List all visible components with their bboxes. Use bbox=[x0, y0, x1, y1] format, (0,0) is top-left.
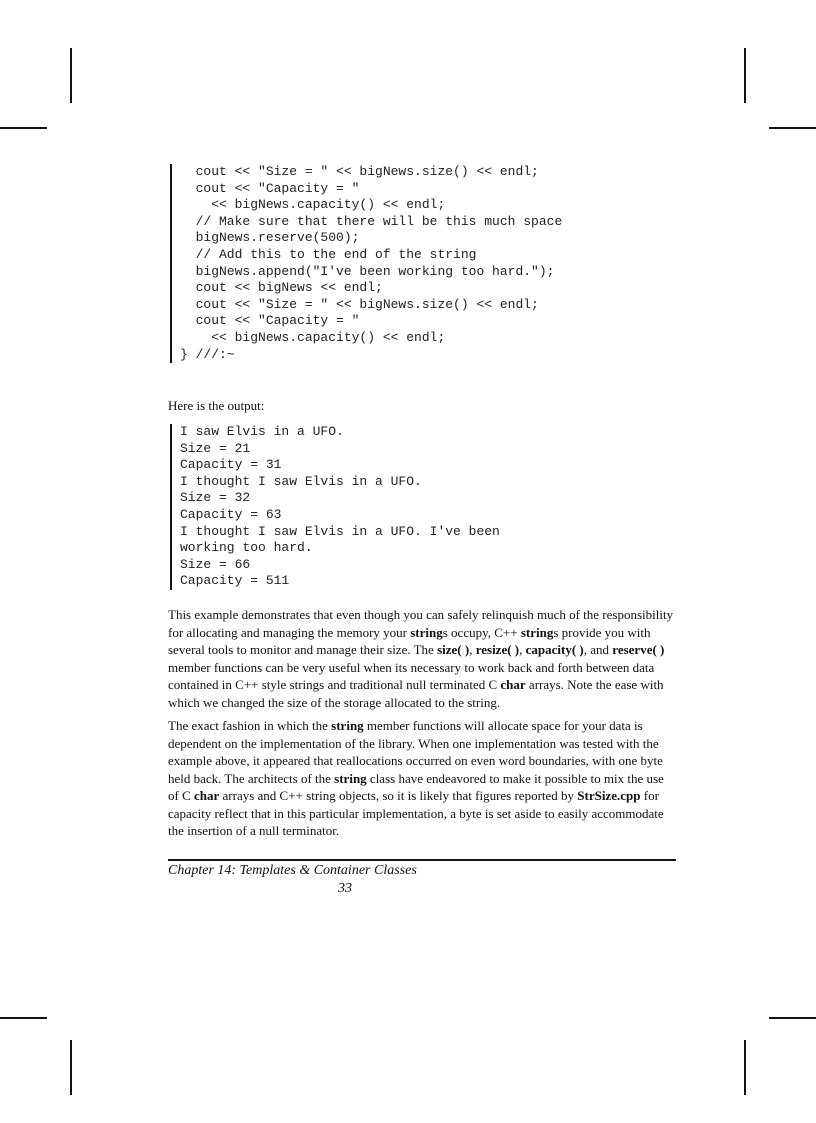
footer-chapter-title: Chapter 14: Templates & Container Classes bbox=[168, 863, 417, 878]
term-strsize-cpp: StrSize.cpp bbox=[577, 788, 641, 803]
term-reserve: reserve( ) bbox=[612, 642, 665, 657]
code-line: cout << bigNews << endl; bbox=[180, 280, 383, 296]
text-run: arrays and C++ string objects, so it is likely that figures reported by bbox=[219, 788, 578, 803]
output-intro: Here is the output: bbox=[168, 398, 265, 413]
crop-mark-top-right-horizontal bbox=[769, 127, 816, 129]
term-size: size( ) bbox=[437, 642, 470, 657]
output-line: Capacity = 511 bbox=[180, 573, 290, 589]
code-line: << bigNews.capacity() << endl; bbox=[180, 197, 446, 213]
output-line: Capacity = 31 bbox=[180, 457, 282, 473]
text-run: , bbox=[519, 642, 526, 657]
output-line: I thought I saw Elvis in a UFO. bbox=[180, 473, 422, 489]
code-line: << bigNews.capacity() << endl; bbox=[180, 329, 446, 345]
crop-mark-top-left-horizontal bbox=[0, 127, 47, 129]
page-number: 33 bbox=[338, 881, 352, 896]
output-line: I thought I saw Elvis in a UFO. I've been bbox=[180, 523, 500, 539]
text-run: s provide you with several tools to monitor and manage their size. The bbox=[168, 624, 651, 657]
term-char: char bbox=[500, 677, 526, 692]
output-line: Capacity = 63 bbox=[180, 506, 282, 522]
output-line: Size = 66 bbox=[180, 556, 251, 572]
term-string: string bbox=[410, 624, 443, 640]
text-run: arrays. Note the ease with which we changed the size of the storage allocated to the string. bbox=[168, 677, 664, 710]
term-string: string bbox=[334, 770, 367, 786]
term-char: char bbox=[194, 788, 220, 803]
body-paragraph-1 bbox=[168, 606, 674, 711]
term-string: string bbox=[520, 624, 554, 640]
text-run: The exact fashion in which the bbox=[168, 718, 332, 733]
code-line: cout << "Size = " << bigNews.size() << endl; bbox=[180, 164, 539, 179]
output-line: I saw Elvis in a UFO. bbox=[180, 424, 344, 439]
crop-mark-bottom-right-horizontal bbox=[769, 1017, 816, 1019]
code-line: // Make sure that there will be this much space bbox=[180, 213, 563, 229]
text-run: This example demonstrates that even though you can safely relinquish much of the responsibility for allocating and managing the memory your bbox=[168, 607, 674, 640]
term-capacity: capacity( ) bbox=[525, 642, 584, 657]
text-run: , and bbox=[583, 642, 613, 657]
code-line: // Add this to the end of the string bbox=[180, 246, 477, 262]
text-run: member functions can be very useful when its necessary to work back and forth between data contained in C++ style strings and traditional null terminated C bbox=[168, 659, 655, 692]
code-line: bigNews.reserve(500); bbox=[180, 230, 360, 246]
term-resize: resize( ) bbox=[475, 642, 520, 657]
text-run: s occupy, C++ bbox=[442, 624, 521, 640]
crop-mark-top-left-vertical bbox=[70, 48, 72, 103]
text-run: , bbox=[469, 642, 476, 657]
output-listing bbox=[170, 424, 500, 590]
crop-mark-bottom-left-vertical bbox=[70, 1040, 72, 1095]
crop-mark-top-right-vertical bbox=[744, 48, 746, 103]
term-string: string bbox=[331, 718, 364, 733]
output-line: Size = 21 bbox=[180, 440, 251, 456]
code-line: cout << "Size = " << bigNews.size() << endl; bbox=[180, 296, 539, 312]
footer-rule bbox=[168, 859, 676, 861]
crop-mark-bottom-left-horizontal bbox=[0, 1017, 47, 1019]
output-line: working too hard. bbox=[180, 540, 313, 556]
body-paragraph-2 bbox=[168, 717, 674, 840]
text-run: for capacity reflect that in this particular implementation, a byte is set aside to easily accommodate the insertion of a null terminator. bbox=[168, 788, 664, 838]
text-run: member functions will allocate space for your data is dependent on the implementation of the library. When one implementation was tested with the example above, it appeared that reallocations occurred on even word boundaries, with one byte held back. The architects of the bbox=[168, 718, 663, 786]
output-line: Size = 32 bbox=[180, 490, 251, 506]
text-run: class have endeavored to make it possible to mix the use of C bbox=[168, 770, 664, 803]
code-line: bigNews.append("I've been working too hard."); bbox=[180, 263, 555, 279]
code-line: } ///:~ bbox=[180, 346, 235, 362]
code-listing bbox=[170, 164, 562, 363]
crop-mark-bottom-right-vertical bbox=[744, 1040, 746, 1095]
code-line: cout << "Capacity = " bbox=[180, 180, 360, 196]
code-line: cout << "Capacity = " bbox=[180, 313, 360, 329]
